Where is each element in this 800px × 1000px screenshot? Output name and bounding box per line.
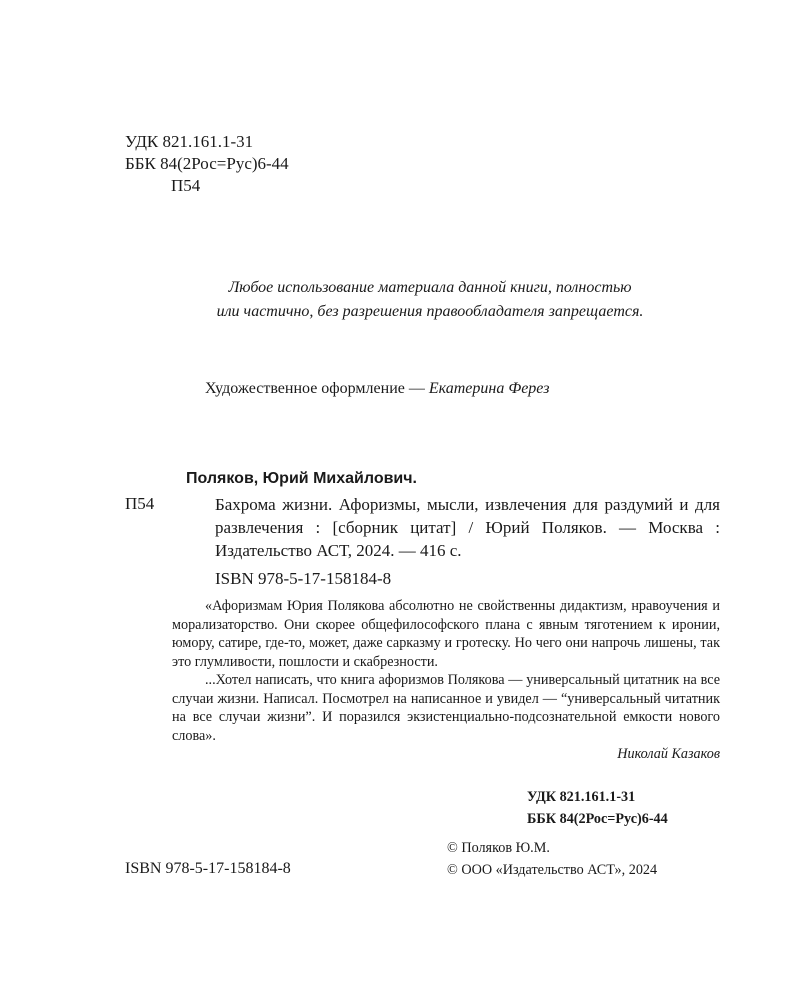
copyright-author: © Поляков Ю.М. bbox=[447, 840, 550, 856]
design-credit-label: Художественное оформление — bbox=[205, 380, 425, 397]
bbk-code: ББК 84(2Рос=Рус)6-44 bbox=[125, 154, 289, 173]
footer-isbn: ISBN 978-5-17-158184-8 bbox=[125, 860, 291, 877]
catalog-isbn: ISBN 978-5-17-158184-8 bbox=[215, 569, 392, 588]
copyright-block bbox=[447, 837, 657, 881]
rights-notice bbox=[100, 276, 760, 324]
rights-notice-line-2: или частично, без разрешения правообладателя запрещается. bbox=[216, 303, 644, 320]
catalog-annotation bbox=[172, 597, 720, 764]
author-mark: П54 bbox=[171, 176, 201, 195]
udk-code: УДК 821.161.1-31 bbox=[125, 132, 254, 151]
top-classification-block bbox=[125, 131, 289, 197]
bottom-classification-block bbox=[527, 786, 668, 830]
catalog-author-heading: Поляков, Юрий Михайлович. bbox=[186, 470, 417, 487]
design-credit-name: Екатерина Ферез bbox=[428, 380, 550, 397]
annotation-paragraph-1: «Афоризмам Юрия Полякова абсолютно не свойственны дидактизм, нравоучения и морализаторство. Они скорее общефилософского плана с явным тяготением к иронии, юмору, сатире, где-то, может, даже сарказму и гротеску. Но чего они напрочь лишены, так это глумливости, пошлости и скабрезности. bbox=[172, 598, 720, 670]
rights-notice-line-1: Любое использование материала данной книги, полностью bbox=[228, 279, 632, 296]
catalog-author-mark: П54 bbox=[125, 494, 155, 513]
bottom-bbk-code: ББК 84(2Рос=Рус)6-44 bbox=[527, 811, 668, 827]
bottom-udk-code: УДК 821.161.1-31 bbox=[527, 789, 636, 805]
design-credit bbox=[205, 380, 549, 398]
annotation-signature: Николай Казаков bbox=[617, 746, 720, 762]
copyright-publisher: © ООО «Издательство АСТ», 2024 bbox=[447, 862, 658, 878]
annotation-paragraph-2: ...Хотел написать, что книга афоризмов Полякова — универсальный цитатник на все случаи жизни. Написал. Посмотрел на написанное и увидел — “универсальный читатник на все случаи жизни”. И поразился экзистенциально-подсознательной емкости нового слова». bbox=[172, 672, 720, 744]
catalog-entry-text: Бахрома жизни. Афоризмы, мысли, извлечения для раздумий и для развлечения : [сборник цитат] / Юрий Поляков. — Москва : Издательство АСТ, 2024. — 416 с. bbox=[215, 495, 720, 560]
